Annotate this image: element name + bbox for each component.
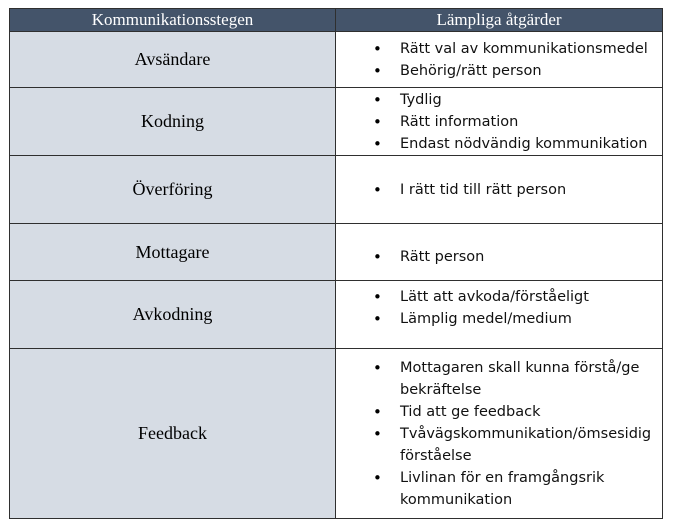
actions-cell [336,32,663,88]
communication-steps-table [9,8,663,519]
table-row [10,88,663,156]
table-row [10,281,663,349]
action-item: • Tydlig [373,89,662,111]
action-item: • Lämplig medel/medium [373,308,662,330]
actions-cell [336,156,663,224]
step-cell: Avkodning [10,281,336,349]
step-cell: Feedback [10,349,336,519]
actions-list [336,179,662,201]
table-row [10,32,663,88]
header-steps: Kommunikationsstegen [10,9,336,32]
action-item: • Livlinan för en framgångsrik kommunikation [373,467,654,511]
actions-cell [336,281,663,349]
action-item: • I rätt tid till rätt person [373,179,662,201]
actions-list [336,89,662,155]
actions-cell [336,224,663,281]
action-item: • Rätt person [373,246,662,268]
actions-list [336,357,662,511]
actions-list [336,286,662,344]
action-item: • Endast nödvändig kommunikation [373,133,662,155]
actions-cell [336,88,663,156]
actions-list [336,236,662,268]
step-cell: Överföring [10,156,336,224]
table-row [10,156,663,224]
action-item: • Rätt information [373,111,662,133]
actions-list [336,38,662,82]
actions-cell [336,349,663,519]
step-cell: Avsändare [10,32,336,88]
action-item: • Rätt val av kommunikationsmedel [373,38,662,60]
table-row [10,349,663,519]
action-item: • Lätt att avkoda/förståeligt [373,286,662,308]
step-cell: Mottagare [10,224,336,281]
action-item: • Tid att ge feedback [373,401,654,423]
header-actions: Lämpliga åtgärder [336,9,663,32]
action-item: • Tvåvägskommunikation/ömsesidig förståelse [373,423,654,467]
header-row [10,9,663,32]
action-item: • Behörig/rätt person [373,60,662,82]
action-item: • Mottagaren skall kunna förstå/ge bekräftelse [373,357,654,401]
table-row [10,224,663,281]
step-cell: Kodning [10,88,336,156]
